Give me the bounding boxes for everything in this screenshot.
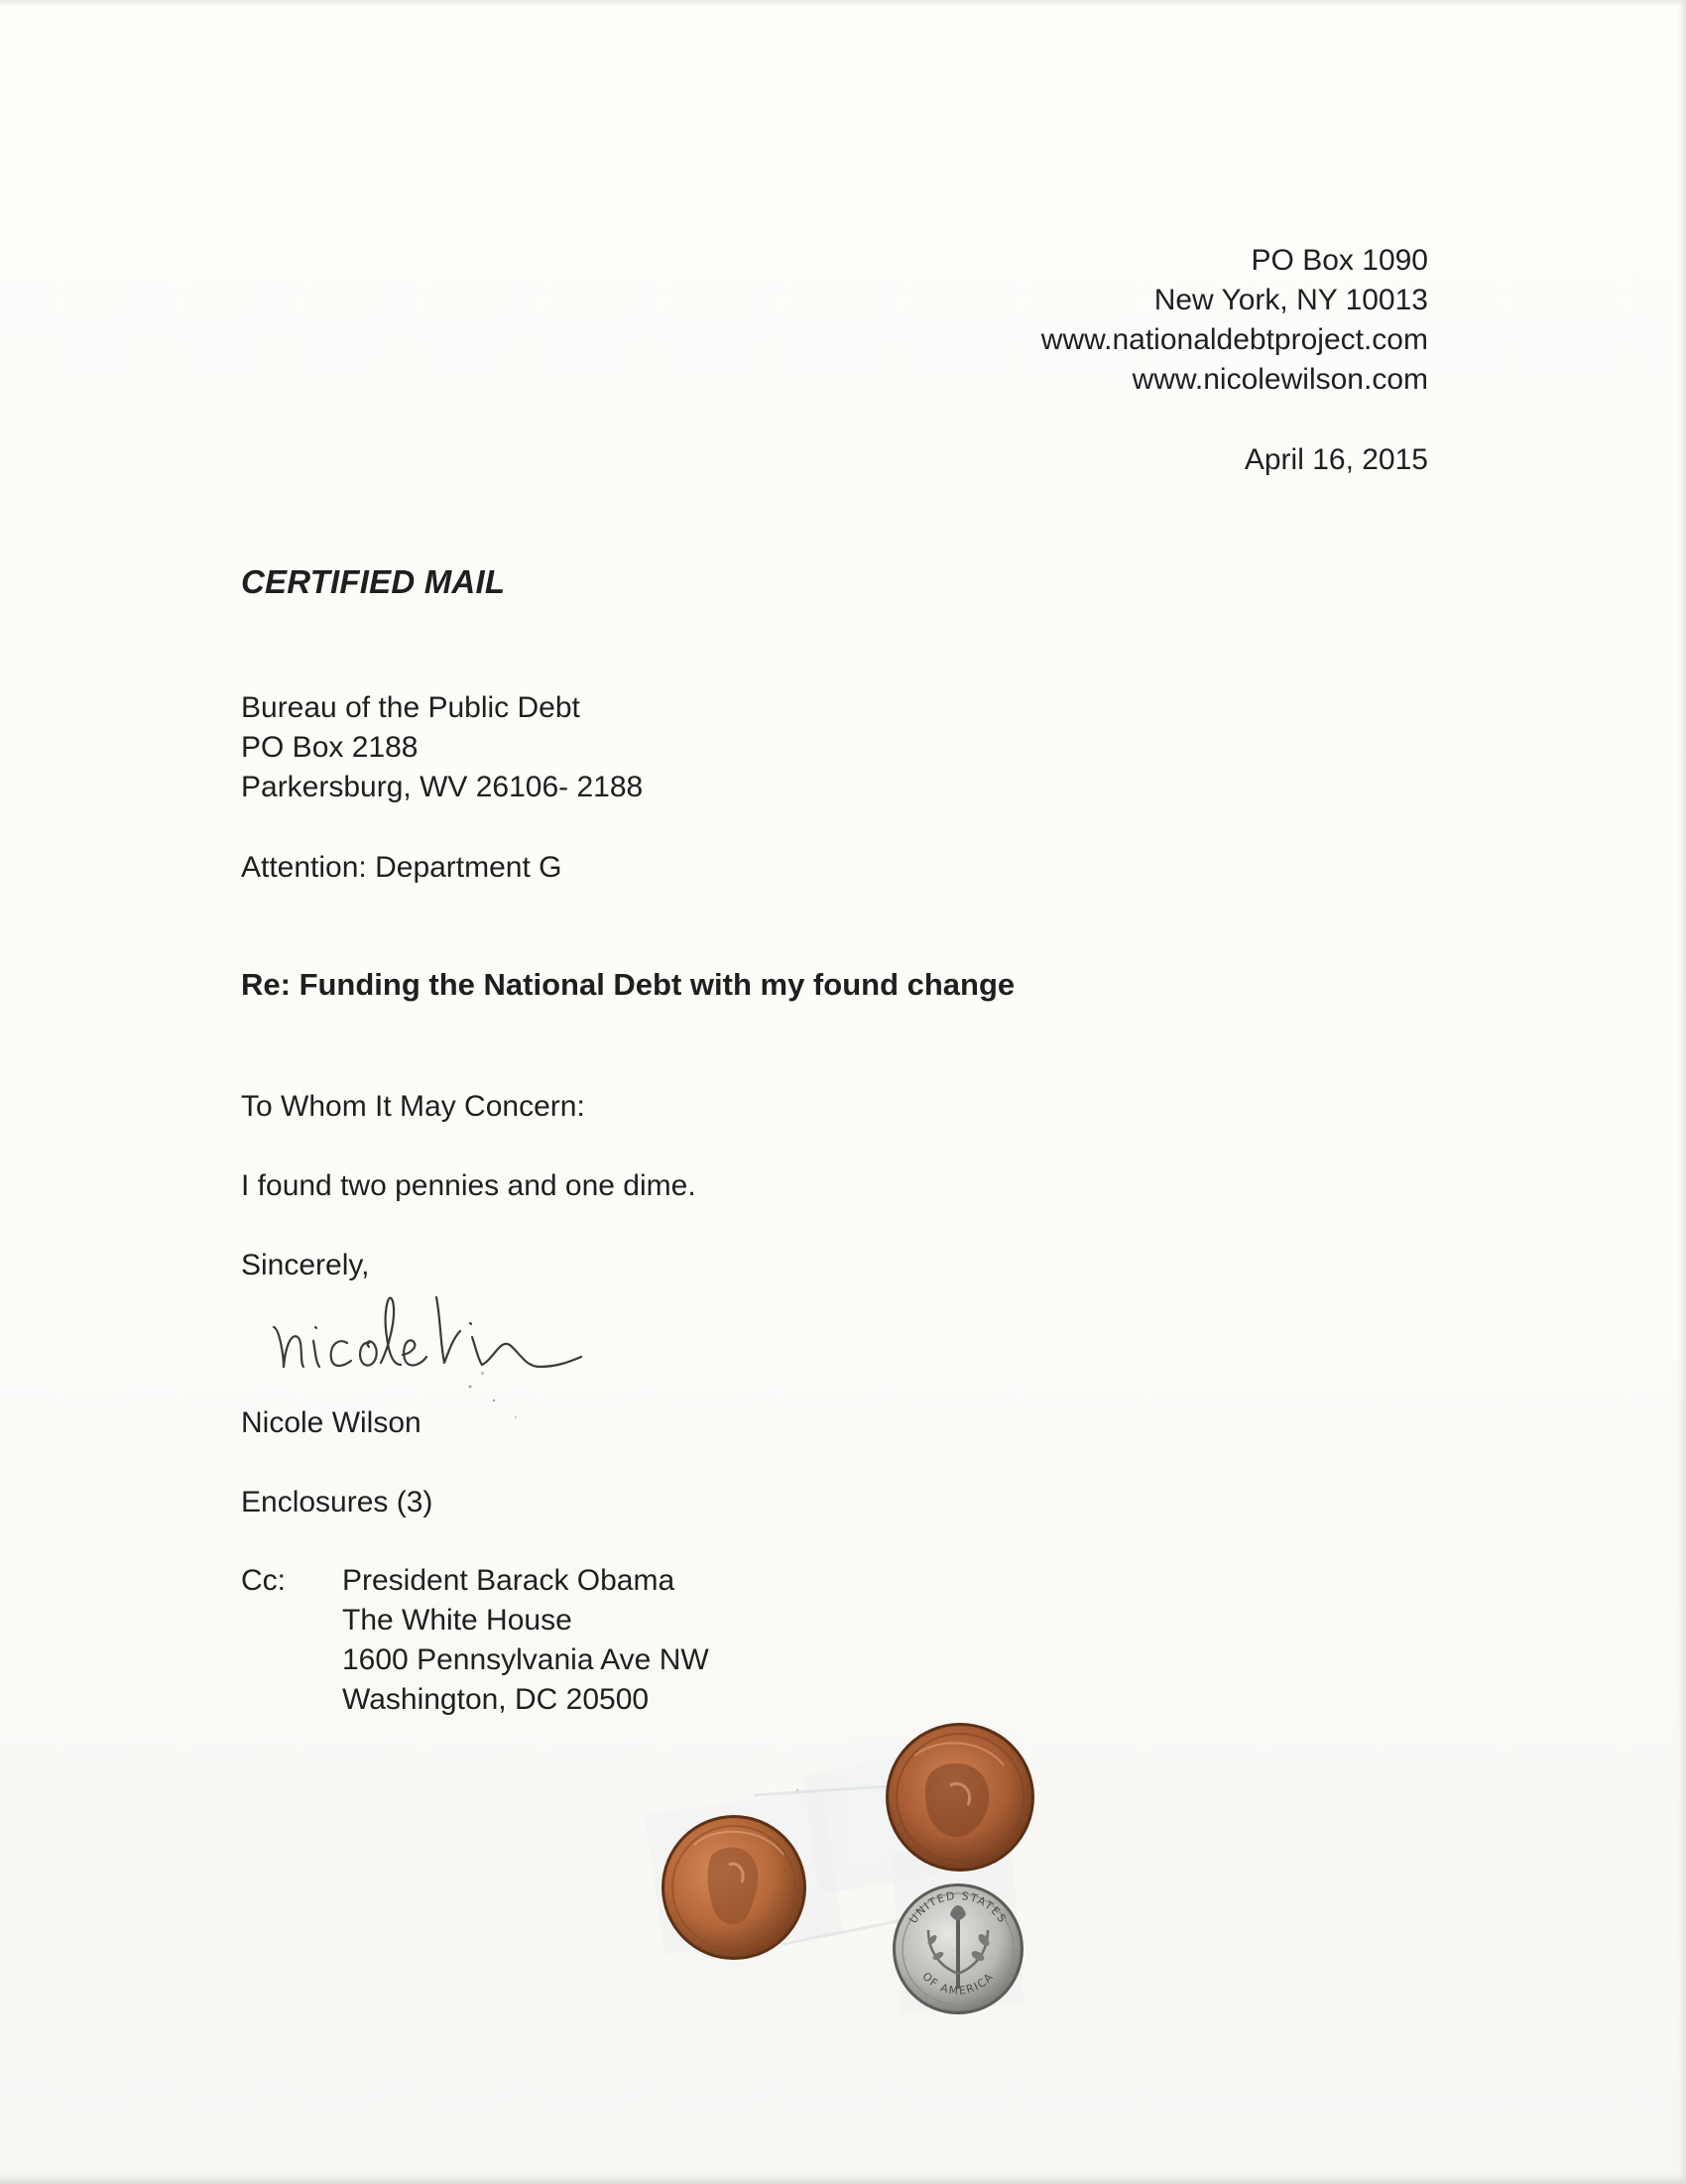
dime-inscription-top: UNITED STATES <box>906 1888 1010 1926</box>
mail-type-heading: CERTIFIED MAIL <box>241 563 506 600</box>
scan-speck <box>796 1789 798 1791</box>
cc-address <box>342 1561 709 1720</box>
enclosed-coins <box>635 1706 1071 2033</box>
recipient-line: Parkersburg, WV 26106- 2188 <box>241 771 644 803</box>
page-edge-bottom <box>0 2174 1686 2184</box>
dime-inscription-bottom: OF AMERICA <box>919 1969 997 1998</box>
penny-coin <box>886 1723 1034 1872</box>
subject-line: Re: Funding the National Debt with my found change <box>241 967 1016 1002</box>
cc-line: The White House <box>342 1604 572 1637</box>
recipient-address <box>241 688 643 807</box>
recipient-line: PO Box 2188 <box>241 731 419 764</box>
cc-line: President Barack Obama <box>342 1564 675 1597</box>
sender-address <box>1041 241 1428 400</box>
cc-line: 1600 Pennsylvania Ave NW <box>342 1643 709 1676</box>
enclosures-line: Enclosures (3) <box>241 1486 433 1518</box>
page-edge-right <box>1678 0 1686 2184</box>
handwritten-signature <box>266 1268 603 1406</box>
signer-name: Nicole Wilson <box>241 1406 422 1439</box>
scan-speck <box>481 1372 484 1375</box>
sender-website: www.nicolewilson.com <box>1132 363 1428 396</box>
sender-line: PO Box 1090 <box>1251 244 1428 277</box>
sender-line: New York, NY 10013 <box>1153 284 1428 316</box>
body-paragraph: I found two pennies and one dime. <box>241 1169 696 1202</box>
scan-speck <box>515 1416 517 1418</box>
attention-line: Attention: Department G <box>241 851 562 884</box>
salutation: To Whom It May Concern: <box>241 1090 585 1123</box>
page-edge-top <box>0 0 1686 6</box>
dime-coin <box>893 1883 1024 2014</box>
closing: Sincerely, <box>241 1249 370 1281</box>
cc-line: Washington, DC 20500 <box>342 1683 650 1716</box>
cc-label: Cc: <box>241 1564 286 1597</box>
recipient-line: Bureau of the Public Debt <box>241 691 580 724</box>
letter-date: April 16, 2015 <box>1244 443 1428 476</box>
penny-coin <box>662 1815 806 1960</box>
sender-website: www.nationaldebtproject.com <box>1040 323 1428 356</box>
